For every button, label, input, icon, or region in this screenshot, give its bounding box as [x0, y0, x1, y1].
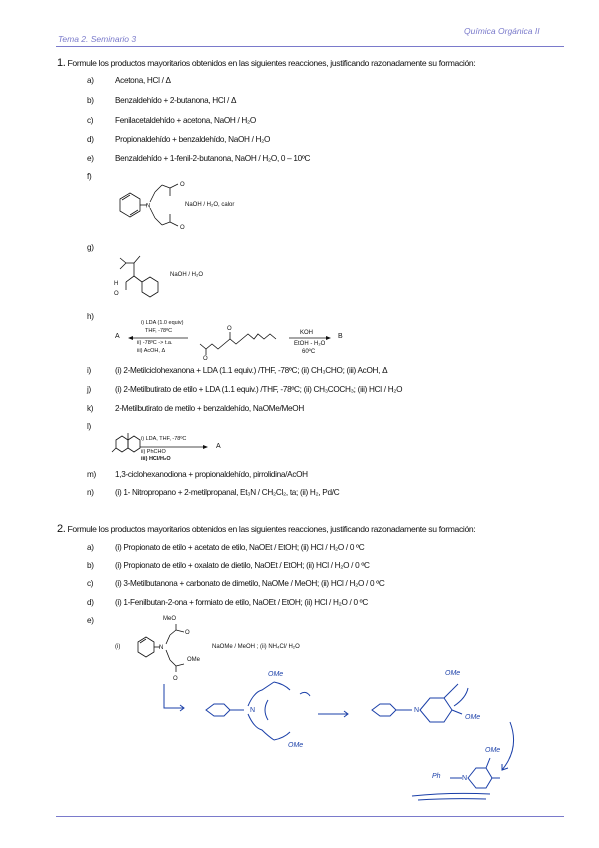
item-label: d)	[87, 598, 94, 607]
item-text: 1,3-ciclohexanodiona + propionaldehído, pirrolidina/AcOH	[115, 470, 308, 479]
item-label: i)	[87, 366, 91, 375]
item-text: 2-Metilbutirato de metilo + benzaldehído, NaOMe/MeOH	[115, 404, 304, 413]
item-text: (i) Propionato de etilo + acetato de etilo, NaOEt / EtOH; (ii) HCl / H₂O / 0 ºC	[115, 543, 365, 552]
svg-text:O: O	[185, 630, 190, 636]
q2e-step-label: (i)	[115, 644, 121, 650]
header-rule	[56, 46, 564, 47]
svg-text:N: N	[159, 645, 164, 651]
h-cond-2: THF, -78ºC	[145, 328, 173, 334]
item-label: f)	[87, 172, 92, 181]
q2e-meo: MeO	[163, 616, 177, 622]
hw-ome-3: OMe	[445, 670, 461, 677]
h-cond-3: ii) -78ºC -> t.a.	[137, 340, 173, 346]
item-label: k)	[87, 404, 94, 413]
h-start: A	[115, 333, 120, 340]
svg-text:O: O	[227, 326, 232, 332]
h-product: B	[338, 333, 343, 340]
item-text: Fenilacetaldehído + acetona, NaOH / H₂O	[115, 116, 256, 125]
item-label: d)	[87, 135, 94, 144]
item-label: n)	[87, 488, 94, 497]
svg-text:N: N	[146, 203, 151, 210]
footer-rule	[56, 816, 564, 817]
item-label: m)	[87, 470, 96, 479]
svg-text:N: N	[414, 707, 420, 714]
item-label: g)	[87, 243, 94, 252]
item-label: a)	[87, 543, 94, 552]
svg-text:N: N	[250, 707, 256, 714]
q2-number: 2.	[57, 523, 66, 535]
item-label: b)	[87, 561, 94, 570]
q1-item-c	[87, 116, 256, 125]
item-text: Acetona, HCl / Δ	[115, 76, 171, 85]
hw-ome-5: OMe	[485, 747, 501, 754]
q2e-conditions: NaOMe / MeOH ; (ii) NH₄Cl/ H₂O	[212, 644, 300, 650]
q2e-ome: OMe	[187, 657, 201, 663]
h-cond-1: i) LDA (1.0 equiv)	[141, 320, 184, 326]
q2-item-a	[87, 543, 364, 552]
handwritten-mechanism	[150, 670, 570, 810]
l-cond-1: i) LDA, THF, -78ºC	[141, 436, 187, 442]
svg-text:O: O	[114, 291, 119, 297]
q1-item-g	[87, 243, 115, 252]
q1-item-j	[87, 385, 402, 394]
item-text: (i) 1-Fenilbutan-2-ona + formiato de etilo, NaOEt / EtOH; (ii) HCl / H₂O / 0 ºC	[115, 598, 368, 607]
item-label: c)	[87, 579, 94, 588]
item-text: (i) 2-Metilbutirato de etilo + LDA (1.1 equiv.) /THF, -78ºC; (ii) CH₃COCH₃; (iii) HCl / H₂O	[115, 385, 403, 394]
item-text: (i) Propionato de etilo + oxalato de dietilo, NaOEt / EtOH; (ii) HCl / H₂O / 0 ºC	[115, 561, 370, 570]
item-label: b)	[87, 96, 94, 105]
structure-l	[110, 430, 140, 458]
svg-text:N: N	[462, 775, 468, 782]
h-temp: 60ºC	[302, 349, 316, 355]
seminar-title: Tema 2. Seminario 3	[58, 34, 137, 44]
hw-ome-1: OMe	[268, 671, 284, 678]
item-text: (i) 1- Nitropropano + 2-metilpropanal, Et₃N / CH₂Cl₂, ta; (ii) H₂, Pd/C	[115, 488, 340, 497]
q2-item-c	[87, 579, 385, 588]
item-label: l)	[87, 422, 91, 431]
q1-title-text: Formule los productos mayoritarios obtenidos en las siguientes reacciones, justificando razonadamente su formación:	[67, 58, 476, 68]
q1-item-b	[87, 96, 236, 105]
q1-title	[57, 57, 475, 69]
item-label: j)	[87, 385, 91, 394]
item-text: Propionaldehído + benzaldehído, NaOH / H₂O	[115, 135, 271, 144]
hw-ph: Ph	[432, 773, 441, 780]
h-etoh: EtOH - H₂O	[294, 341, 326, 347]
q1-item-i	[87, 366, 387, 375]
item-label: e)	[87, 616, 94, 625]
q1-item-d	[87, 135, 270, 144]
course-title: Química Orgánica II	[464, 26, 540, 36]
item-label: e)	[87, 154, 94, 163]
hw-ome-4: OMe	[465, 714, 481, 721]
q1-item-m	[87, 470, 308, 479]
svg-text:O: O	[173, 676, 178, 682]
svg-text:H: H	[114, 281, 119, 287]
hw-ome-2: OMe	[288, 742, 304, 749]
item-text: Benzaldehído + 1-fenil-2-butanona, NaOH / H₂O, 0 – 10ºC	[115, 154, 311, 163]
q2-title	[57, 523, 475, 535]
l-cond-2: ii) PhCHO	[141, 449, 166, 455]
q1-item-n	[87, 488, 339, 497]
q2-item-b	[87, 561, 370, 570]
structure-g	[112, 250, 172, 305]
q2-title-text: Formule los productos mayoritarios obtenidos en las siguientes reacciones, justificando razonadamente su formación:	[67, 524, 476, 534]
q2-item-d	[87, 598, 368, 607]
item-label: a)	[87, 76, 94, 85]
g-conditions: NaOH / H₂O	[170, 272, 203, 278]
l-cond-3: iii) HCl/H₂O	[141, 456, 171, 462]
item-text: Benzaldehído + 2-butanona, HCl / Δ	[115, 96, 237, 105]
q1-item-h	[87, 312, 115, 321]
h-cond-4: iii) AcOH, Δ	[137, 348, 166, 354]
q2-item-e	[87, 616, 115, 625]
l-product: A	[216, 443, 221, 450]
q1-item-e	[87, 154, 310, 163]
item-text: (i) 3-Metilbutanona + carbonato de dimetilo, NaOMe / MeOH; (ii) HCl / H₂O / 0 ºC	[115, 579, 385, 588]
q1-number: 1.	[57, 57, 66, 69]
q1-item-k	[87, 404, 304, 413]
item-label: c)	[87, 116, 94, 125]
svg-text:O: O	[180, 225, 185, 231]
svg-text:O: O	[203, 356, 208, 362]
f-conditions: NaOH / H₂O, calor	[185, 202, 235, 208]
h-substrate	[196, 320, 286, 360]
h-arrow-forward	[289, 336, 331, 340]
item-label: h)	[87, 312, 94, 321]
item-text: (i) 2-Metilciclohexanona + LDA (1.1 equiv.) /THF, -78ºC; (ii) CH₃CHO; (iii) AcOH, Δ	[115, 366, 388, 375]
svg-text:O: O	[180, 182, 185, 188]
q1-item-a	[87, 76, 171, 85]
h-koh: KOH	[300, 330, 314, 336]
